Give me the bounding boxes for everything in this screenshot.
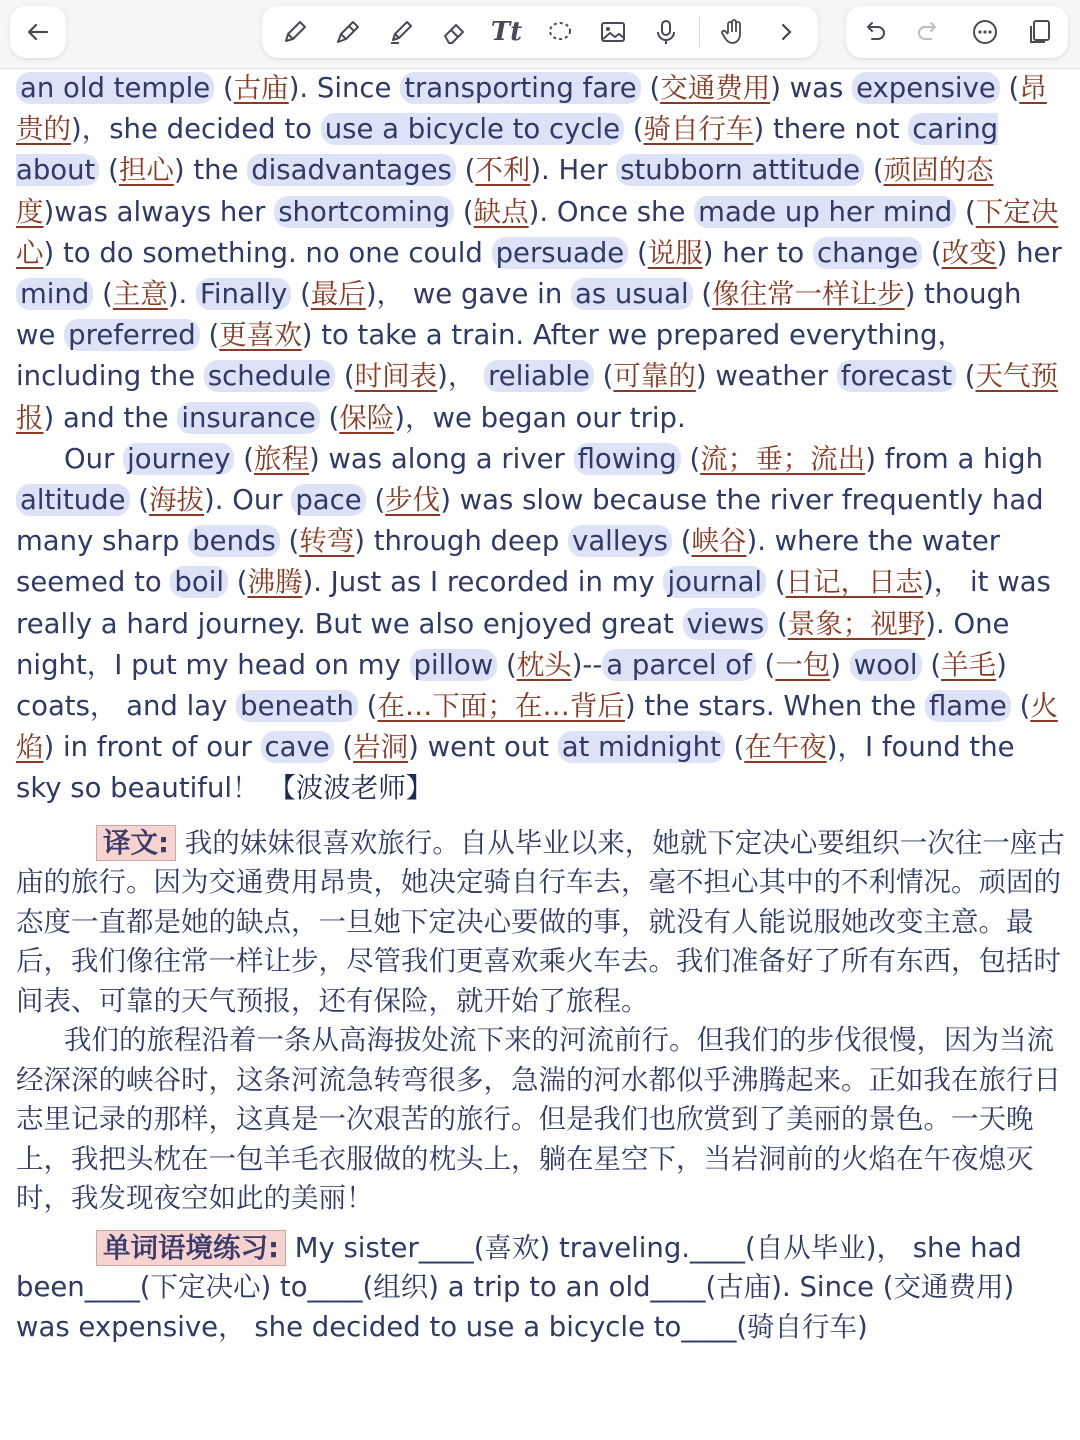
- english-paragraph-1: an old temple (古庙). Since transporting fare (交通费用) was expensive (昂贵的)，she decided to use a bicycle to cycle (骑自行车) there not caring about (担心) the disadvantages (不利). Her stubborn attitude (顽固的态度)was always her shortcoming (缺点). Once she made up her mind (下定决心) to do something. no one could persuade (说服) her to change (改变) her mind (主意). Finally (最后)， we gave in as usual (像往常一样让步) though we preferred (更喜欢) to take a train. After we prepared everything， including the schedule (时间表)， reliable (可靠的) weather forecast (天气预报) and the insurance (保险)，we began our trip.: [16, 72, 1062, 434]
- vocab-highlight: pace: [291, 484, 365, 516]
- practice-text: My sister____(喜欢) traveling.____(自从毕业)， she had been____(下定决心) to____(组织) a trip to an old____(古庙). Since (交通费用) was expensive， she decided to use a bicycle to____(骑自行车): [16, 1231, 1022, 1343]
- vocab-translation: 最后: [310, 278, 366, 311]
- note-page: [16, 68, 1066, 1347]
- vocab-translation: 古庙: [233, 72, 289, 104]
- vocab-translation: 流；垂；流出: [700, 442, 866, 475]
- spacer: [16, 1219, 1066, 1229]
- undo-icon[interactable]: [854, 12, 894, 52]
- vocab-highlight: a parcel of: [602, 649, 756, 681]
- vocab-highlight: as usual: [571, 278, 693, 310]
- vocab-translation: 日记，日志: [785, 566, 924, 599]
- vocab-translation: 沸腾: [247, 566, 303, 599]
- text-run: ， it was really a hard journey. But we also enjoyed great: [16, 566, 1051, 640]
- vocab-translation: 转弯: [299, 525, 355, 558]
- vocab-highlight: bends: [188, 525, 280, 557]
- text-run: . Once she: [539, 195, 695, 228]
- practice-label: 单词语境练习:: [96, 1230, 286, 1266]
- text-run: Our: [64, 442, 124, 475]
- vocab-highlight: valleys: [568, 525, 672, 557]
- pencil-icon[interactable]: [275, 12, 315, 52]
- vocab-translation: 天气预报: [16, 360, 1058, 434]
- text-run: went out: [418, 731, 558, 764]
- text-run: to do something. no one could: [54, 236, 492, 269]
- text-run: and the: [54, 401, 178, 434]
- vocab-highlight: schedule: [204, 360, 335, 392]
- translation-paragraph-2: [16, 1021, 1066, 1219]
- vocab-translation: 岩洞: [353, 731, 409, 764]
- practice-paragraph: [16, 1229, 1066, 1348]
- vocab-highlight: journey: [123, 443, 234, 475]
- vocab-highlight: caring about: [16, 113, 999, 187]
- text-run: ，I found the sky so beautiful！: [16, 731, 1015, 805]
- english-paragraph-2: Our journey (旅程) was along a river flowing (流；垂；流出) from a high altitude (海拔). Our pace (步伐) was slow because the river frequently had many sharp bends (转弯) through deep valleys (峡谷). where the water seemed to boil (沸腾). Just as I recorded in my journal (日记，日志)， it was really a hard journey. But we also enjoyed great views (景象；视野). One night，I put my head on my pillow (枕头)-- a parcel of (一包) wool (羊毛) coats， and lay beneath (在…下面；在…背后) the stars. When the flame (火焰) in front of our cave (岩洞) went out at midnight (在午夜)，I found the sky so beautiful！ 【波波老师】: [16, 442, 1058, 805]
- vocab-highlight: flowing: [574, 443, 681, 475]
- text-run: to take a train. After we prepared everything， including the: [16, 319, 965, 393]
- back-group: [10, 6, 66, 58]
- vocab-highlight: journal: [663, 566, 766, 598]
- text-run: the stars. When the: [635, 690, 925, 723]
- vocab-translation: 枕头: [516, 648, 572, 681]
- text-run: weather: [706, 360, 837, 393]
- vocab-translation: 更喜欢: [219, 319, 302, 352]
- vocab-translation: 火焰: [16, 690, 1058, 764]
- vocab-translation: 海拔: [149, 484, 204, 517]
- translation-text: 我的妹妹很喜欢旅行。自从毕业以来，她就下定决心要组织一次往一座古庙的旅行。因为交通费用昂贵，她决定骑自行车去，毫不担心其中的不利情况。顽固的态度一直都是她的缺点，一旦她下定决心要做的事，就没有人能说服她改变主意。最后，我们像往常一样让步，尽管我们更喜欢乘火车去。我们准备好了所有东西，包括时间表、可靠的天气预报，还有保险，就开始了旅程。: [16, 826, 1065, 1017]
- text-run: though we: [16, 278, 1022, 352]
- vocab-highlight: disadvantages: [247, 154, 456, 186]
- vocab-translation: 像往常一样让步: [712, 278, 905, 311]
- text-run: her: [1007, 236, 1062, 269]
- vocab-highlight: insurance: [177, 402, 319, 434]
- vocab-highlight: preferred: [64, 319, 200, 351]
- text-run: ，: [447, 360, 485, 393]
- text-run: was: [780, 72, 853, 104]
- right-actions: [846, 6, 1068, 58]
- vocab-translation: 不利: [475, 154, 531, 187]
- translation-label: 译文:: [96, 825, 176, 861]
- vocab-highlight: use a bicycle to cycle: [321, 113, 624, 145]
- vocab-highlight: cave: [261, 731, 334, 763]
- vocab-highlight: mind: [16, 278, 93, 310]
- text-run: . Since: [299, 72, 401, 104]
- text-run: in front of our: [54, 731, 261, 764]
- vocab-translation: 在午夜: [744, 731, 827, 764]
- vocab-translation: 景象；视野: [787, 607, 926, 640]
- text-run: there not: [764, 113, 909, 146]
- text-run: ， we gave in: [376, 278, 571, 311]
- vocab-highlight: reliable: [484, 360, 594, 392]
- hand-icon[interactable]: [713, 12, 753, 52]
- vocab-translation: 缺点: [473, 195, 529, 228]
- arrow-left-icon[interactable]: [18, 12, 58, 52]
- microphone-icon[interactable]: [646, 12, 686, 52]
- lasso-icon[interactable]: [540, 12, 580, 52]
- text-run: . One night，I put my head on my: [16, 607, 1010, 681]
- vocab-highlight: at midnight: [558, 731, 725, 763]
- translation-paragraph-1: [16, 824, 1066, 1022]
- vocab-highlight: change: [813, 237, 922, 269]
- text-tool-icon[interactable]: [487, 12, 527, 52]
- toolbar: [0, 0, 1080, 69]
- vocab-translation: 顽固的态度: [16, 154, 994, 228]
- vocab-highlight: views: [683, 608, 769, 640]
- text-run: . where the water seemed to: [16, 525, 1001, 599]
- image-icon[interactable]: [593, 12, 633, 52]
- text-run: . Our: [214, 484, 292, 517]
- vocab-translation: 担心: [118, 154, 174, 187]
- text-run: was along a river: [319, 442, 574, 475]
- tool-palette: [262, 6, 818, 58]
- vocab-translation: 步伐: [385, 484, 441, 517]
- vocab-highlight: made up her mind: [694, 196, 956, 228]
- vocab-highlight: flame: [925, 690, 1011, 722]
- vocab-translation: 在…下面；在…背后: [377, 690, 625, 723]
- eraser-icon[interactable]: [434, 12, 474, 52]
- vocab-translation: 保险: [339, 401, 395, 434]
- pen-icon[interactable]: [328, 12, 368, 52]
- text-run: her to: [713, 236, 813, 269]
- text-run: [841, 649, 850, 681]
- vocab-highlight: beneath: [236, 690, 358, 722]
- vocab-translation: 可靠的: [613, 360, 696, 393]
- vocab-highlight: persuade: [492, 237, 629, 269]
- pages-icon[interactable]: [1020, 12, 1060, 52]
- vocab-translation: 旅程: [253, 442, 309, 475]
- vocab-translation: 说服: [647, 236, 703, 269]
- highlighter-icon[interactable]: [381, 12, 421, 52]
- vocab-highlight: forecast: [837, 360, 956, 392]
- vocab-translation: 时间表: [354, 360, 438, 393]
- text-run: ，we began our trip.: [405, 401, 686, 434]
- spacer: [16, 810, 1066, 824]
- vocab-translation: 峡谷: [691, 525, 747, 558]
- text-run: coats， and lay: [16, 690, 237, 723]
- text-run: .: [178, 278, 197, 311]
- text-tool-label: Tt: [490, 17, 523, 47]
- vocab-highlight: altitude: [16, 484, 130, 516]
- vocab-highlight: Finally: [196, 278, 291, 310]
- toolbar-divider: [699, 17, 700, 47]
- redo-icon[interactable]: [909, 12, 949, 52]
- text-run: ，she decided to: [81, 113, 321, 146]
- vocab-highlight: shortcoming: [274, 196, 454, 228]
- signature: 【波波老师】: [268, 772, 434, 805]
- vocab-highlight: wool: [850, 649, 922, 681]
- text-run: through deep: [365, 525, 569, 558]
- text-run: . Just as I recorded in my: [313, 566, 664, 599]
- text-run: from a high: [875, 442, 1043, 475]
- vocab-translation: 一包: [775, 648, 831, 681]
- translation-text: 我们的旅程沿着一条从高海拔处流下来的河流前行。但我们的步伐很慢，因为当流经深深的峡谷时，这条河流急转弯很多，急湍的河水都似乎沸腾起来。正如我在旅行日志里记录的那样，这真是一次艰苦的旅行。但是我们也欣赏到了美丽的景色。一天晚上，我把头枕在一包羊毛衣服做的枕头上，躺在星空下，当岩洞前的火焰在午夜熄灭时，我发现夜空如此的美丽！: [16, 1024, 1061, 1215]
- vocab-translation: 羊毛: [941, 648, 997, 681]
- text-run: was slow because the river frequently had many sharp: [16, 484, 1044, 558]
- vocab-highlight: pillow: [410, 649, 498, 681]
- vocab-translation: 交通费用: [660, 72, 771, 104]
- vocab-highlight: stubborn attitude: [616, 154, 864, 186]
- vocab-translation: 改变: [941, 236, 997, 269]
- vocab-highlight: transporting fare: [400, 72, 641, 104]
- text-run: . Her: [541, 154, 617, 187]
- chevron-right-icon[interactable]: [766, 12, 806, 52]
- vocab-highlight: an old temple: [16, 72, 214, 104]
- vocab-translation: 主意: [112, 278, 168, 311]
- vocab-translation: 骑自行车: [643, 113, 754, 146]
- vocab-highlight: boil: [170, 566, 228, 598]
- text-run: --: [582, 648, 603, 681]
- vocab-translation: 昂贵的: [16, 72, 1047, 146]
- vocab-highlight: expensive: [852, 72, 1000, 104]
- more-icon[interactable]: [965, 12, 1005, 52]
- text-run: was always her: [54, 195, 275, 228]
- vocab-translation: 下定决心: [16, 195, 1059, 269]
- text-run: the: [184, 154, 248, 187]
